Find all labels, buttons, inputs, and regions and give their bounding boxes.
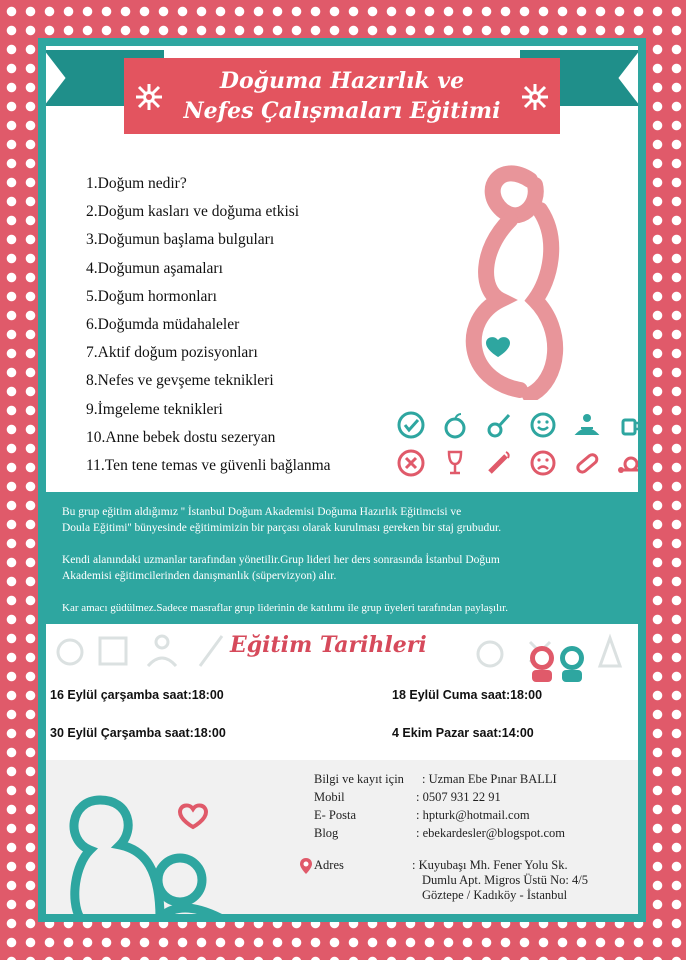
title-ribbon: [124, 58, 560, 134]
dates-title: Eğitim Tarihleri: [230, 632, 427, 658]
list-item: 7.Aktif doğum pozisyonları: [86, 344, 258, 362]
address-line: Göztepe / Kadıköy - İstanbul: [422, 888, 568, 902]
info-label: Bilgi ve kayıt için: [314, 772, 404, 786]
address-block: [314, 858, 644, 908]
date-item: 18 Eylül Cuma saat:18:00: [392, 688, 543, 702]
check-icon: [396, 410, 426, 440]
healthy-icons-row: [396, 410, 646, 440]
list-item: 4.Doğumun aşamaları: [86, 259, 223, 277]
info-text: Bu grup eğitim aldığımız '' İstanbul Doğum Akademisi Doğuma Hazırlık Eğitimcisi ve: [62, 506, 462, 518]
title-line-1: Doğuma Hazırlık ve: [219, 68, 465, 94]
apple-icon: [440, 410, 470, 440]
pill-icon: [572, 448, 602, 478]
address-line: : Kuyubaşı Mh. Fener Yolu Sk.: [412, 858, 568, 872]
list-item: 2.Doğum kasları ve doğuma etkisi: [86, 203, 300, 221]
list-item: 10.Anne bebek dostu sezeryan: [86, 428, 276, 446]
blog-value: : ebekardesler@blogspot.com: [416, 826, 565, 840]
date-item: 4 Ekim Pazar saat:14:00: [392, 726, 534, 740]
sad-icon: [528, 448, 558, 478]
address-label: Adres: [314, 858, 344, 872]
pregnant-woman-icon: [440, 150, 580, 400]
cigarette-icon: [484, 448, 514, 478]
list-item: 1.Doğum nedir?: [86, 175, 187, 192]
date-item: 30 Eylül Çarşamba saat:18:00: [50, 726, 226, 740]
date-item: 16 Eylül çarşamba saat:18:00: [50, 688, 224, 702]
info-value: : Uzman Ebe Pınar BALLI: [422, 772, 557, 786]
info-text: Akademisi eğitimcilerinden danışmanlık (süpervizyon) alır.: [62, 570, 337, 582]
meditation-icon: [572, 410, 602, 440]
list-item: 3.Doğumun başlama bulguları: [86, 231, 275, 249]
flower-icon: [134, 82, 164, 112]
address-line: Dumlu Apt. Migros Üstü No: 4/5: [422, 873, 588, 887]
smile-icon: [528, 410, 558, 440]
guitar-icon: [484, 410, 514, 440]
flower-icon: [520, 82, 550, 112]
wine-icon: [440, 448, 470, 478]
mug-icon: [616, 410, 646, 440]
info-text: Kar amacı güdülmez.Sadece masraflar grup liderinin de katılımı ile grup üyeleri tarafından paylaşılır.: [62, 602, 508, 614]
weight-icon: [616, 448, 646, 478]
babies-icon: [526, 640, 590, 684]
unhealthy-icons-row: [396, 448, 646, 478]
mobile-label: Mobil: [314, 790, 345, 804]
info-text: Kendi alanındaki uzmanlar tarafından yönetilir.Grup lideri her ders sonrasında İstanbul Doğum: [62, 554, 500, 566]
list-item: 11.Ten tene temas ve güvenli bağlanma: [86, 456, 331, 474]
list-item: 6.Doğumda müdahaleler: [86, 315, 240, 333]
email-label: E- Posta: [314, 808, 357, 822]
blog-label: Blog: [314, 826, 339, 840]
info-band: [38, 492, 646, 624]
email-value: : hpturk@hotmail.com: [416, 808, 530, 822]
location-pin-icon: [300, 858, 312, 874]
cross-icon: [396, 448, 426, 478]
topic-list: [86, 170, 331, 480]
mobile-value: : 0507 931 22 91: [416, 790, 501, 804]
list-item: 8.Nefes ve gevşeme teknikleri: [86, 372, 274, 390]
list-item: 9.İmgeleme teknikleri: [86, 400, 223, 418]
list-item: 5.Doğum hormonları: [86, 287, 217, 305]
info-text: Doula Eğitimi'' bünyesinde eğitimimizin bir parçası olarak kurulması gereken bir staj grubudur.: [62, 522, 502, 534]
title-line-2: Nefes Çalışmaları Eğitimi: [183, 98, 501, 124]
mother-and-baby-icon: [60, 790, 240, 920]
